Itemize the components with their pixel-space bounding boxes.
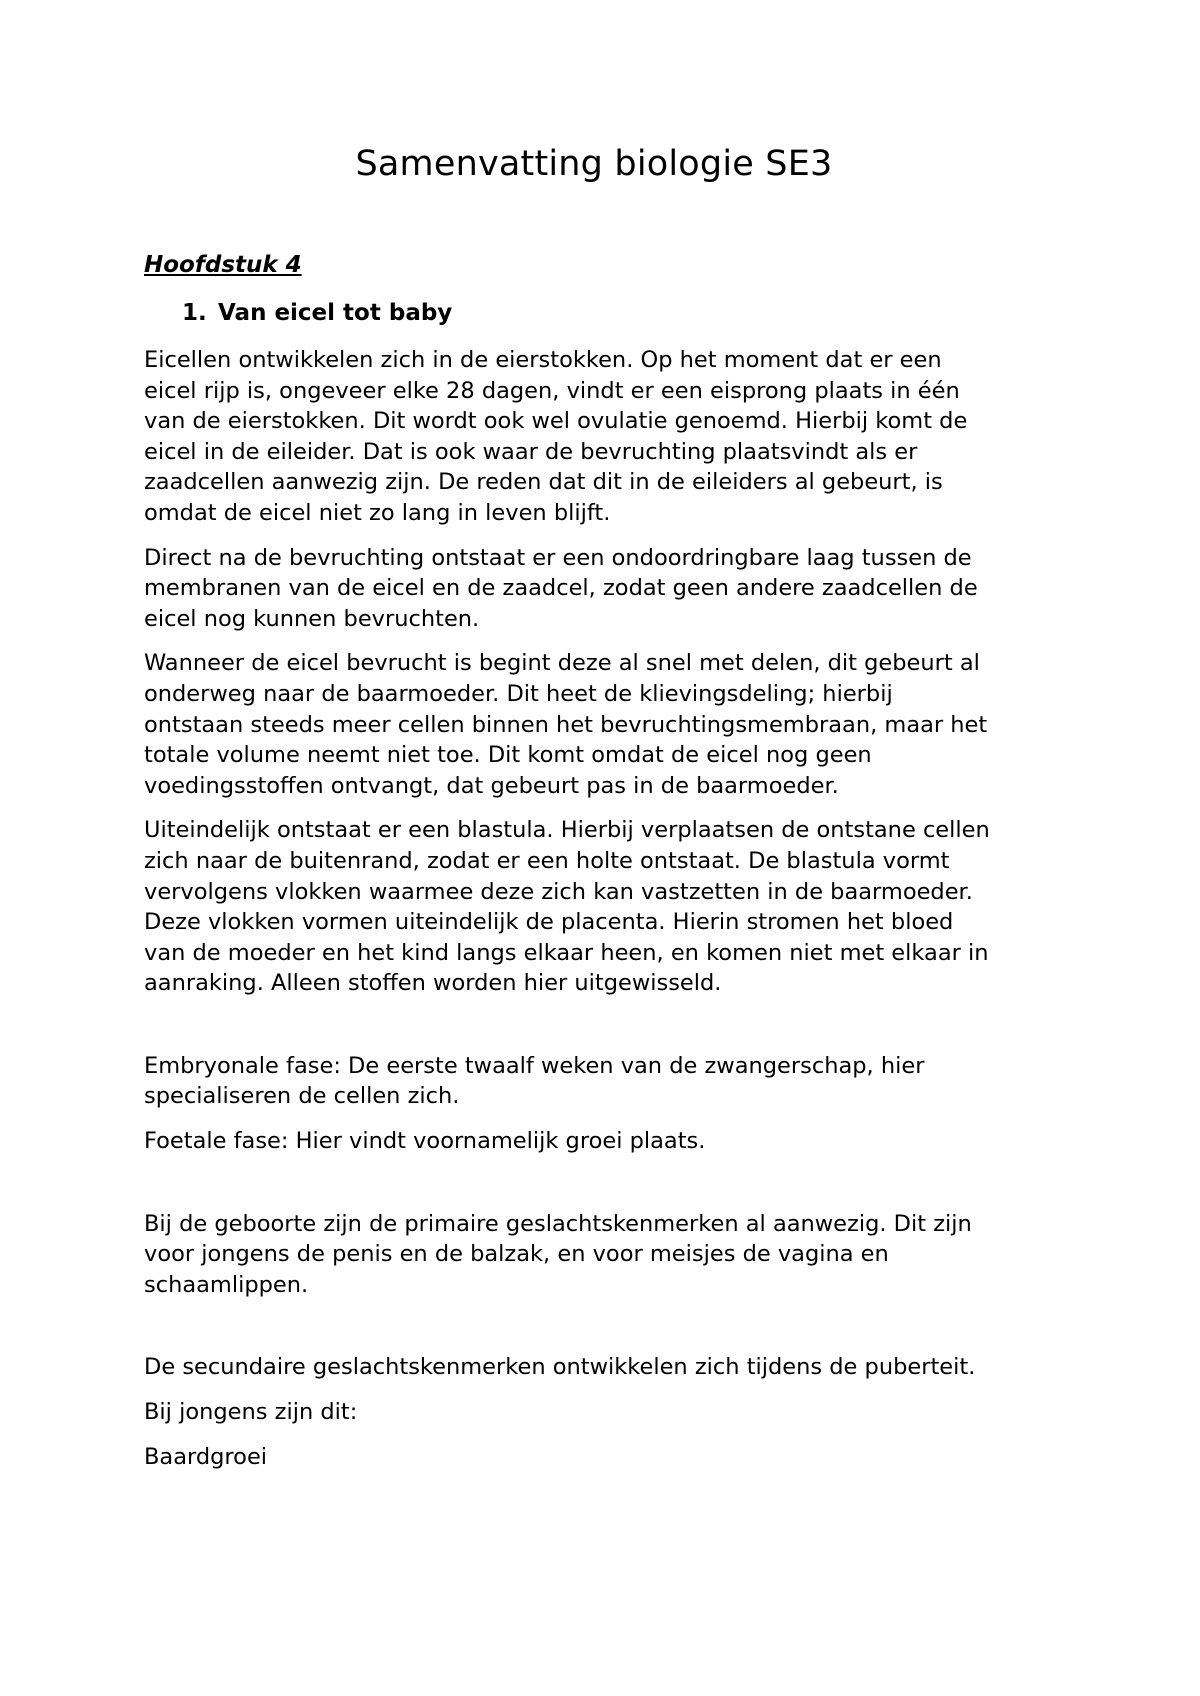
chapter-heading: Hoofdstuk 4 xyxy=(144,252,302,278)
document-title: Samenvatting biologie SE3 xyxy=(355,144,833,184)
section-heading xyxy=(182,298,452,328)
paragraph-blastula: Uiteindelijk ontstaat er een blastula. Hierbij verplaatsen de ontstane cellen zich naar de buitenrand, zodat er een holte ontstaat. De blastula vormt vervolgens vlokken waarmee deze zich kan vastzetten in de baarmoeder. Deze vlokken vormen uiteindelijk de placenta. Hierin stromen het bloed van de moeder en het kind langs elkaar heen, en komen niet met elkaar in aanraking. Alleen stoffen worden hier uitgewisseld. xyxy=(144,817,990,997)
paragraph-embryonic-phase: Embryonale fase: De eerste twaalf weken van de zwangerschap, hier specialiseren de cellen zich. xyxy=(144,1052,925,1110)
section-number: 1. xyxy=(182,300,207,326)
section-title: Van eicel tot baby xyxy=(218,300,453,326)
paragraph-fetal-phase: Foetale fase: Hier vindt voornamelijk groei plaats. xyxy=(144,1128,706,1155)
document-body xyxy=(144,345,1074,1472)
paragraph-cleavage: Wanneer de eicel bevrucht is begint deze al snel met delen, dit gebeurt al onderweg naar de baarmoeder. Dit heet de klievingsdeling; hierbij ontstaan steeds meer cellen binnen het bevruchtingsmembraan, maar het totale volume neemt niet toe. Dit komt omdat de eicel nog geen voedingsstoffen ontvangt, dat gebeurt pas in de baarmoeder. xyxy=(144,650,988,799)
paragraph-secondary-sex-characteristics: De secundaire geslachtskenmerken ontwikkelen zich tijdens de puberteit. xyxy=(144,1354,976,1381)
paragraph-beard-growth: Baardgroei xyxy=(144,1443,268,1470)
paragraph-ovulation: Eicellen ontwikkelen zich in de eierstokken. Op het moment dat er een eicel rijp is, ongeveer elke 28 dagen, vindt er een eisprong plaats in één van de eierstokken. Dit wordt ook wel ovulatie genoemd. Hierbij komt de eicel in de eileider. Dat is ook waar de bevruchting plaatsvindt als er zaadcellen aanwezig zijn. De reden dat dit in de eileiders al gebeurt, is omdat de eicel niet zo lang in leven blijft. xyxy=(144,347,968,526)
paragraph-fertilization: Direct na de bevruchting ontstaat er een ondoordringbare laag tussen de membranen van de eicel en de zaadcel, zodat geen andere zaadcellen de eicel nog kunnen bevruchten. xyxy=(144,544,978,632)
paragraph-primary-sex-characteristics: Bij de geboorte zijn de primaire geslachtskenmerken al aanwezig. Dit zijn voor jongens de penis en de balzak, en voor meisjes de vagina en schaamlippen. xyxy=(144,1210,972,1298)
paragraph-boys-list-intro: Bij jongens zijn dit: xyxy=(144,1399,358,1426)
